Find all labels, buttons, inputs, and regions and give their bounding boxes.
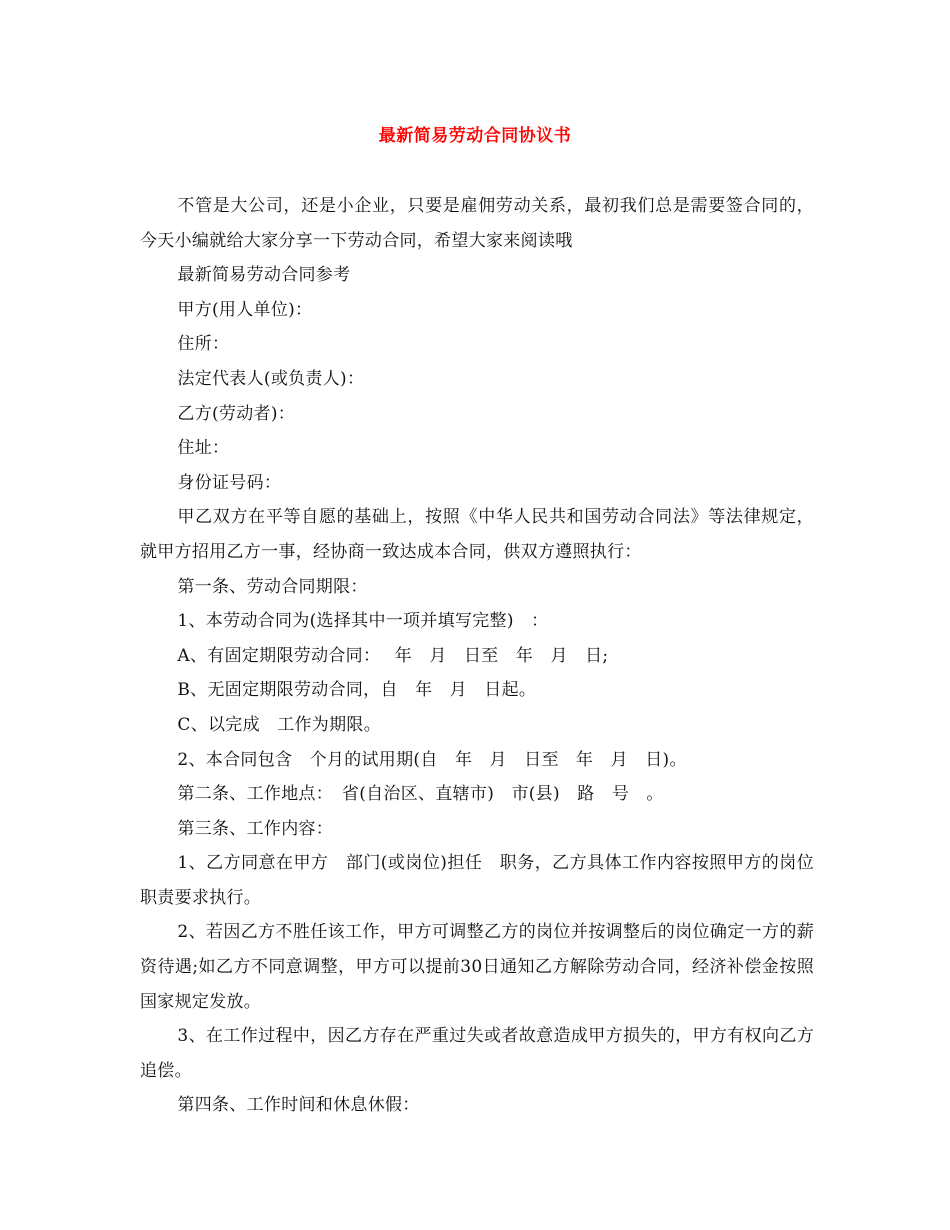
article-1-heading: 第一条、劳动合同期限： [177,576,368,597]
legal-representative-line: 法定代表人(或负责人)： [177,368,365,389]
party-b-address-line: 住址： [177,438,230,459]
document-title: 最新简易劳动合同协议书 [378,126,572,146]
article-3-clause-1: 1、乙方同意在甲方 部门(或岗位)担任 职务，乙方具体工作内容按照甲方的岗位职责要求执行。 [140,853,814,908]
article-1-clause-2: 2、本合同包含 个月的试用期(自 年 月 日至 年 月 日)。 [177,749,687,770]
article-1-option-a: A、有固定期限劳动合同： 年 月 日至 年 月 日; [177,645,609,666]
preamble-paragraph: 甲乙双方在平等自愿的基础上，按照《中华人民共和国劳动合同法》等法律规定，就甲方招用乙方一事，经协商一致达成本合同，供双方遵照执行： [140,507,814,562]
article-3-heading: 第三条、工作内容： [177,818,334,839]
article-4-heading: 第四条、工作时间和休息休假： [177,1095,420,1116]
article-3-clause-3: 3、在工作过程中，因乙方存在严重过失或者故意造成甲方损失的，甲方有权向乙方追偿。 [140,1026,814,1081]
article-3-clause-2: 2、若因乙方不胜任该工作，甲方可调整乙方的岗位并按调整后的岗位确定一方的薪资待遇;如乙方不同意调整，甲方可以提前30日通知乙方解除劳动合同，经济补偿金按照国家规定发放。 [140,922,814,1012]
article-1-option-c: C、以完成 工作为期限。 [177,714,381,735]
article-1-option-b: B、无固定期限劳动合同，自 年 月 日起。 [177,680,537,701]
party-a-line: 甲方(用人单位)： [177,299,313,320]
article-1-clause-1: 1、本劳动合同为(选择其中一项并填写完整) ： [177,611,549,632]
intro-paragraph: 不管是大公司，还是小企业，只要是雇佣劳动关系，最初我们总是需要签合同的，今天小编就给大家分享一下劳动合同，希望大家来阅读哦 [140,196,814,251]
reference-heading: 最新简易劳动合同参考 [177,265,351,286]
article-2-line: 第二条、工作地点： 省(自治区、直辖市) 市(县) 路 号 。 [177,784,664,805]
document-body [140,189,814,1123]
party-a-address-line: 住所： [177,334,230,355]
party-b-line: 乙方(劳动者)： [177,403,296,424]
id-number-line: 身份证号码： [177,472,282,493]
